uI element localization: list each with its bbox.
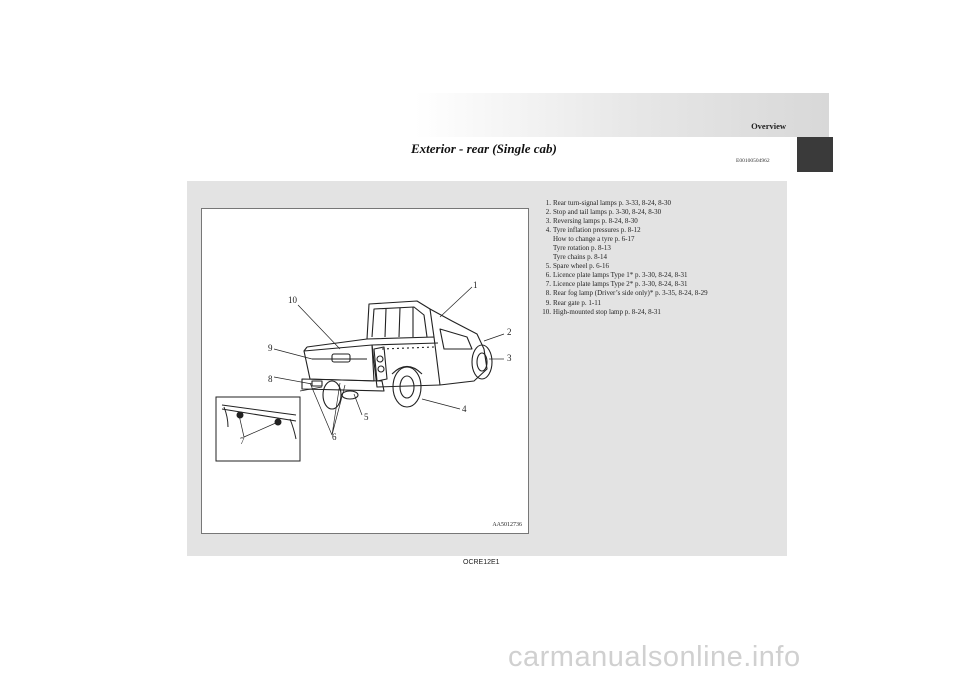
list-item: 9. Rear gate p. 1-11 (545, 298, 601, 307)
callout-9: 9 (268, 343, 273, 353)
list-subitem: How to change a tyre p. 6-17 (553, 235, 635, 244)
callout-10: 10 (288, 295, 297, 305)
list-item: 2. Stop and tail lamps p. 3-30, 8-24, 8-30 (545, 208, 662, 217)
list-item: 1. Rear turn-signal lamps p. 3-33, 8-24, 8-30 (545, 199, 672, 207)
list-item: 7. Licence plate lamps Type 2* p. 3-30, 8-24, 8-31 (545, 280, 688, 289)
watermark: carmanualsonline.info (508, 641, 801, 673)
list-item: 8. Rear fog lamp (Driver’s side only)* p. 3-35, 8-24, 8-29 (545, 289, 708, 298)
list-subitem: Tyre rotation p. 8-13 (553, 244, 611, 253)
callout-7: 7 (240, 436, 245, 446)
figure-code: AA5012736 (492, 522, 522, 528)
callout-3: 3 (507, 353, 512, 363)
truck-rear-figure (201, 208, 529, 534)
section-label: Overview (751, 121, 786, 131)
callout-6: 6 (332, 432, 337, 442)
list-item: 6. Licence plate lamps Type 1* p. 3-30, 8-24, 8-31 (545, 271, 688, 280)
callout-4: 4 (462, 404, 467, 414)
callout-1: 1 (473, 280, 478, 290)
list-item: 10. High-mounted stop lamp p. 8-24, 8-31 (542, 307, 661, 316)
footer-code: OCRE12E1 (463, 559, 500, 566)
page-title: Exterior - rear (Single cab) (411, 141, 557, 156)
list-item: 3. Reversing lamps p. 8-24, 8-30 (545, 217, 638, 226)
list-item: 4. Tyre inflation pressures p. 8-12 How to change a tyre p. 6-17 Tyre rotation p. 8-13 Tyre chains p. 8-14 (540, 226, 780, 262)
parts-list (540, 199, 780, 317)
truck-illustration (202, 209, 528, 533)
callout-5: 5 (364, 412, 369, 422)
callout-8: 8 (268, 374, 273, 384)
list-item: 5. Spare wheel p. 6-16 (545, 262, 609, 271)
list-subitem: Tyre chains p. 8-14 (553, 253, 607, 262)
reference-code: E00100504962 (736, 158, 770, 164)
section-tab (797, 137, 833, 172)
callout-2: 2 (507, 327, 512, 337)
